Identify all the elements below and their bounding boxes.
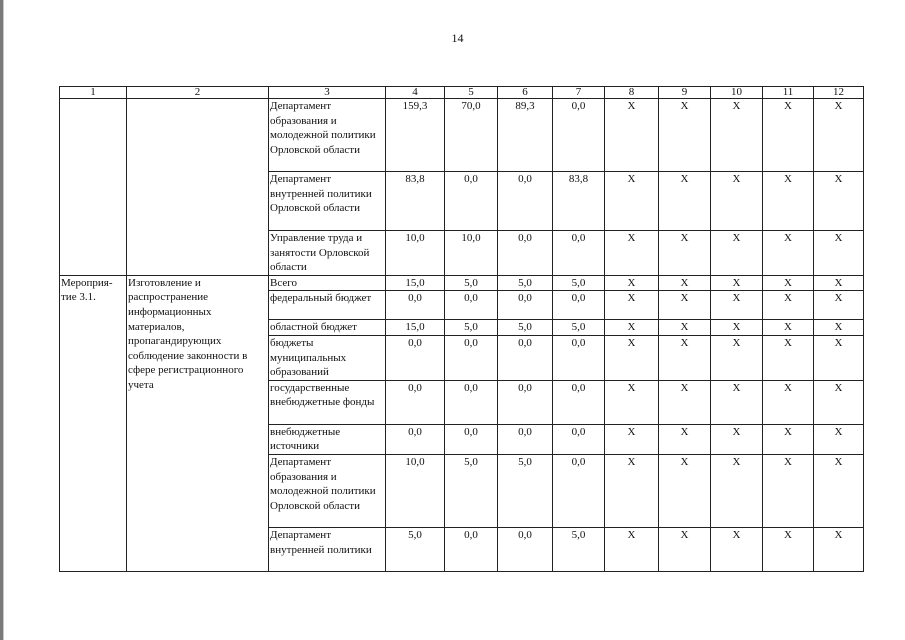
table-row bbox=[60, 275, 864, 291]
value-cell: X bbox=[711, 380, 763, 424]
value-cell: X bbox=[659, 275, 711, 291]
table-body bbox=[60, 87, 864, 572]
value-cell: X bbox=[605, 424, 659, 454]
column-header: 8 bbox=[605, 87, 659, 99]
source-cell: внебюджетные источники bbox=[269, 424, 386, 454]
column-header: 5 bbox=[445, 87, 498, 99]
page-number: 14 bbox=[451, 31, 464, 45]
value-cell: X bbox=[711, 172, 763, 231]
value-cell: 5,0 bbox=[498, 275, 553, 291]
value-cell: X bbox=[711, 527, 763, 571]
value-cell: 0,0 bbox=[553, 454, 605, 527]
source-cell: государственные внебюджетные фонды bbox=[269, 380, 386, 424]
value-cell: 5,0 bbox=[498, 320, 553, 336]
value-cell: X bbox=[711, 275, 763, 291]
value-cell: 5,0 bbox=[553, 320, 605, 336]
value-cell: 0,0 bbox=[498, 335, 553, 380]
value-cell: X bbox=[814, 320, 864, 336]
value-cell: 0,0 bbox=[445, 172, 498, 231]
value-cell: X bbox=[814, 380, 864, 424]
value-cell: X bbox=[814, 291, 864, 320]
value-cell: X bbox=[605, 172, 659, 231]
source-cell: Департамент внутренней политики Орловской области bbox=[269, 172, 386, 231]
value-cell: X bbox=[659, 335, 711, 380]
value-cell: X bbox=[605, 454, 659, 527]
source-cell: Управление труда и занятости Орловской области bbox=[269, 231, 386, 276]
value-cell: X bbox=[763, 320, 814, 336]
value-cell: 0,0 bbox=[498, 424, 553, 454]
value-cell: X bbox=[659, 527, 711, 571]
value-cell: 0,0 bbox=[445, 335, 498, 380]
value-cell: 0,0 bbox=[553, 335, 605, 380]
value-cell: X bbox=[763, 231, 814, 276]
value-cell: 15,0 bbox=[386, 275, 445, 291]
value-cell: X bbox=[605, 275, 659, 291]
source-cell: Всего bbox=[269, 275, 386, 291]
measure-cell: Мероприя-тие 3.1. bbox=[60, 275, 127, 571]
source-cell: Департамент образования и молодежной политики Орловской области bbox=[269, 99, 386, 172]
value-cell: X bbox=[814, 335, 864, 380]
empty-measure-cell bbox=[60, 99, 127, 276]
source-cell: бюджеты муниципальных образований bbox=[269, 335, 386, 380]
value-cell: X bbox=[814, 231, 864, 276]
value-cell: 0,0 bbox=[498, 527, 553, 571]
value-cell: X bbox=[711, 335, 763, 380]
source-cell: Департамент образования и молодежной политики Орловской области bbox=[269, 454, 386, 527]
value-cell: X bbox=[814, 172, 864, 231]
value-cell: X bbox=[659, 172, 711, 231]
value-cell: 5,0 bbox=[553, 527, 605, 571]
column-header: 9 bbox=[659, 87, 711, 99]
value-cell: X bbox=[711, 231, 763, 276]
header-row bbox=[60, 87, 864, 99]
column-header: 6 bbox=[498, 87, 553, 99]
value-cell: 0,0 bbox=[445, 291, 498, 320]
value-cell: 10,0 bbox=[386, 454, 445, 527]
value-cell: 5,0 bbox=[445, 320, 498, 336]
empty-name-cell bbox=[127, 99, 269, 276]
value-cell: X bbox=[711, 320, 763, 336]
value-cell: 0,0 bbox=[553, 380, 605, 424]
value-cell: 5,0 bbox=[445, 454, 498, 527]
value-cell: 10,0 bbox=[386, 231, 445, 276]
value-cell: X bbox=[659, 320, 711, 336]
value-cell: 0,0 bbox=[498, 172, 553, 231]
value-cell: X bbox=[763, 172, 814, 231]
value-cell: X bbox=[814, 275, 864, 291]
value-cell: X bbox=[763, 335, 814, 380]
column-header: 3 bbox=[269, 87, 386, 99]
measure-name-cell: Изготовление и распространение информационных материалов, пропагандирующих соблюдение законности в сфере регистрационного учета bbox=[127, 275, 269, 571]
column-header: 11 bbox=[763, 87, 814, 99]
value-cell: 83,8 bbox=[386, 172, 445, 231]
table-row bbox=[60, 99, 864, 172]
value-cell: 0,0 bbox=[498, 380, 553, 424]
value-cell: 0,0 bbox=[386, 424, 445, 454]
value-cell: X bbox=[763, 275, 814, 291]
value-cell: X bbox=[659, 231, 711, 276]
value-cell: 5,0 bbox=[553, 275, 605, 291]
value-cell: X bbox=[711, 424, 763, 454]
column-header: 10 bbox=[711, 87, 763, 99]
value-cell: X bbox=[814, 99, 864, 172]
funding-table bbox=[59, 86, 864, 572]
value-cell: X bbox=[763, 527, 814, 571]
value-cell: 0,0 bbox=[498, 231, 553, 276]
value-cell: X bbox=[659, 99, 711, 172]
value-cell: 0,0 bbox=[445, 527, 498, 571]
value-cell: X bbox=[605, 527, 659, 571]
column-header: 1 bbox=[60, 87, 127, 99]
value-cell: X bbox=[711, 99, 763, 172]
value-cell: 5,0 bbox=[445, 275, 498, 291]
value-cell: X bbox=[659, 380, 711, 424]
value-cell: 0,0 bbox=[386, 380, 445, 424]
column-header: 12 bbox=[814, 87, 864, 99]
value-cell: X bbox=[659, 424, 711, 454]
value-cell: 0,0 bbox=[498, 291, 553, 320]
value-cell: X bbox=[763, 424, 814, 454]
scan-edge-shadow bbox=[3, 0, 4, 640]
value-cell: X bbox=[763, 99, 814, 172]
value-cell: X bbox=[711, 291, 763, 320]
value-cell: 159,3 bbox=[386, 99, 445, 172]
source-cell: федеральный бюджет bbox=[269, 291, 386, 320]
source-cell: областной бюджет bbox=[269, 320, 386, 336]
value-cell: X bbox=[814, 454, 864, 527]
value-cell: X bbox=[605, 320, 659, 336]
value-cell: 0,0 bbox=[445, 424, 498, 454]
value-cell: 89,3 bbox=[498, 99, 553, 172]
value-cell: X bbox=[814, 527, 864, 571]
value-cell: X bbox=[605, 231, 659, 276]
value-cell: X bbox=[763, 291, 814, 320]
value-cell: 0,0 bbox=[553, 291, 605, 320]
value-cell: 0,0 bbox=[553, 231, 605, 276]
value-cell: 83,8 bbox=[553, 172, 605, 231]
value-cell: 0,0 bbox=[553, 99, 605, 172]
value-cell: 0,0 bbox=[553, 424, 605, 454]
column-header: 2 bbox=[127, 87, 269, 99]
value-cell: X bbox=[605, 380, 659, 424]
value-cell: 0,0 bbox=[445, 380, 498, 424]
value-cell: X bbox=[659, 291, 711, 320]
value-cell: 5,0 bbox=[498, 454, 553, 527]
value-cell: X bbox=[605, 291, 659, 320]
column-header: 4 bbox=[386, 87, 445, 99]
source-cell: Департамент внутренней политики bbox=[269, 527, 386, 571]
value-cell: X bbox=[763, 454, 814, 527]
value-cell: X bbox=[605, 335, 659, 380]
value-cell: 0,0 bbox=[386, 335, 445, 380]
value-cell: X bbox=[763, 380, 814, 424]
value-cell: X bbox=[659, 454, 711, 527]
value-cell: 10,0 bbox=[445, 231, 498, 276]
value-cell: 70,0 bbox=[445, 99, 498, 172]
value-cell: X bbox=[711, 454, 763, 527]
value-cell: 0,0 bbox=[386, 291, 445, 320]
value-cell: 15,0 bbox=[386, 320, 445, 336]
value-cell: 5,0 bbox=[386, 527, 445, 571]
value-cell: X bbox=[814, 424, 864, 454]
column-header: 7 bbox=[553, 87, 605, 99]
value-cell: X bbox=[605, 99, 659, 172]
